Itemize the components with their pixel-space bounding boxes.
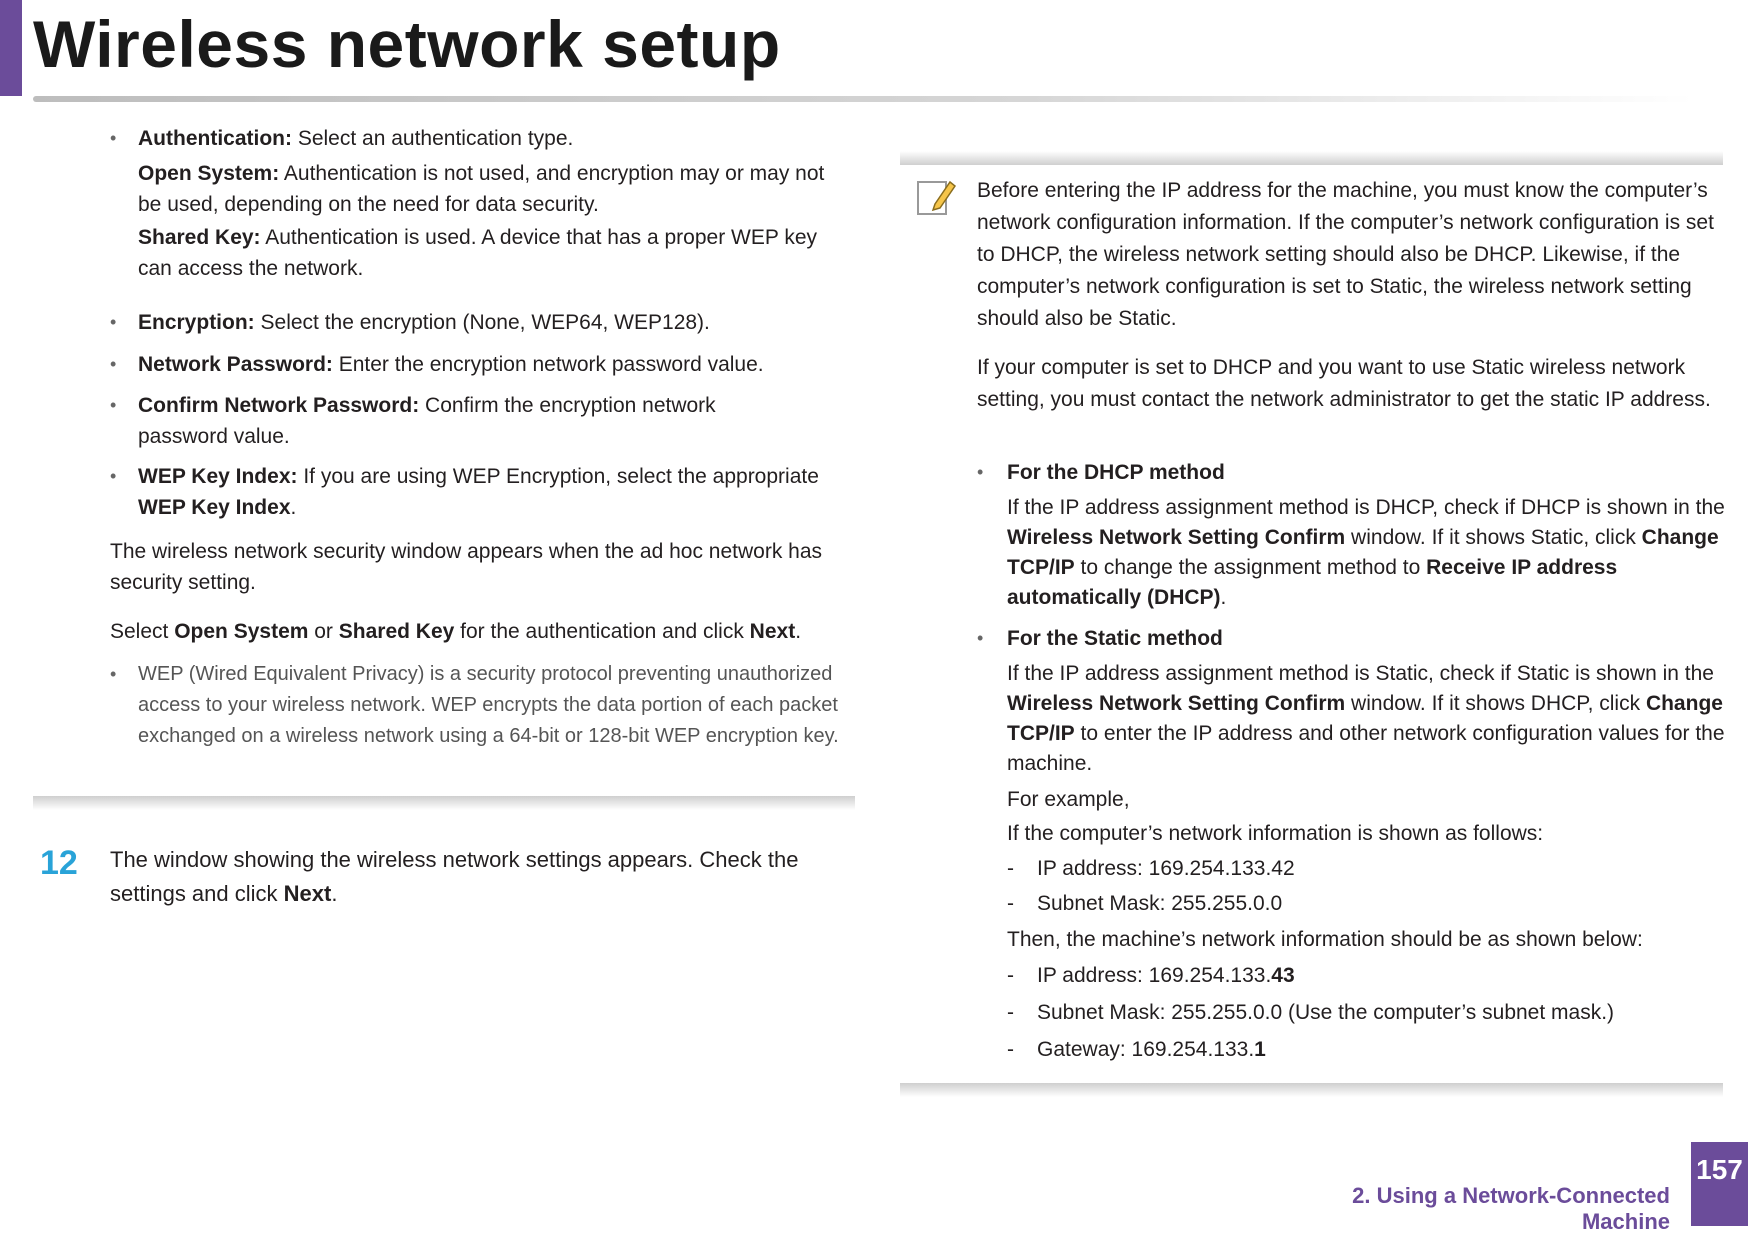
computer-ip: - IP address: 169.254.133.42 [1007, 857, 1295, 880]
security-window-text: The wireless network security window appears when the ad hoc network has security setting. [110, 540, 823, 594]
select-auth-text: Select Open System or Shared Key for the authentication and click Next. [110, 620, 802, 643]
page-title: Wireless network setup [33, 7, 781, 81]
note-top-border [900, 151, 1723, 165]
shared-key-desc: Shared Key: Authentication is used. A device that has a proper WEP key can access the network. [138, 226, 817, 280]
step-12-text: The window showing the wireless network settings appears. Check the settings and click Next. [110, 847, 799, 906]
computer-mask: - Subnet Mask: 255.255.0.0 [1007, 892, 1283, 915]
title-divider [33, 96, 1693, 102]
note-pencil-icon [915, 176, 957, 218]
step-number: 12 [40, 844, 78, 882]
note-para-2: If your computer is set to DHCP and you want to use Static wireless network setting, you must contact the network administrator to get the static IP address. [977, 356, 1711, 411]
auth-item: • Authentication: Select an authentication type. [110, 127, 574, 150]
static-heading-item: • For the Static method [977, 627, 1223, 650]
machine-gateway: - Gateway: 169.254.133.1 [1007, 1038, 1266, 1061]
section-divider [33, 796, 855, 810]
computer-info-intro: If the computer’s network information is shown as follows: [1007, 822, 1544, 845]
wep-note: • WEP (Wired Equivalent Privacy) is a security protocol preventing unauthorized access to your wireless network. WEP encrypts the data portion of each packet exchanged on a wireless network using a 64-bit or 128-bit WEP encryption key. [110, 663, 839, 747]
chapter-label: 2. Using a Network-Connected Machine [1352, 1183, 1670, 1234]
confirm-password-item: • Confirm Network Password: Confirm the encryption network password value. [110, 394, 716, 448]
page-number: 157 [1691, 1142, 1748, 1226]
machine-mask: - Subnet Mask: 255.255.0.0 (Use the computer’s subnet mask.) [1007, 1001, 1615, 1024]
dhcp-heading-item: • For the DHCP method [977, 461, 1225, 484]
example-label: For example, [1007, 788, 1130, 811]
dhcp-desc: If the IP address assignment method is DHCP, check if DHCP is shown in the Wireless Network Setting Confirm window. If it shows Static, click Change TCP/IP to change the assignment method to Receive IP address automatically (DHCP). [1007, 496, 1725, 609]
machine-info-intro: Then, the machine’s network information should be as shown below: [1007, 928, 1643, 951]
open-system-desc: Open System: Authentication is not used, and encryption may or may not be used, depending on the need for data security. [138, 162, 825, 216]
note-para-1: Before entering the IP address for the machine, you must know the computer’s network configuration information. If the computer’s network configuration is set to DHCP, the wireless network setting should also be DHCP. Likewise, if the computer’s network configuration is set to Static, the wireless network setting should also be Static. [977, 179, 1714, 330]
static-desc: If the IP address assignment method is Static, check if Static is shown in the Wireless Network Setting Confirm window. If it shows DHCP, click Change TCP/IP to enter the IP address and other network configuration values for the machine. [1007, 662, 1725, 775]
encryption-item: • Encryption: Select the encryption (None, WEP64, WEP128). [110, 311, 710, 334]
machine-ip: - IP address: 169.254.133.43 [1007, 964, 1295, 987]
note-bottom-border [900, 1083, 1723, 1097]
network-password-item: • Network Password: Enter the encryption network password value. [110, 353, 764, 376]
title-accent-bar [0, 0, 22, 96]
wep-key-index-item: • WEP Key Index: If you are using WEP Encryption, select the appropriate WEP Key Index. [110, 465, 819, 519]
